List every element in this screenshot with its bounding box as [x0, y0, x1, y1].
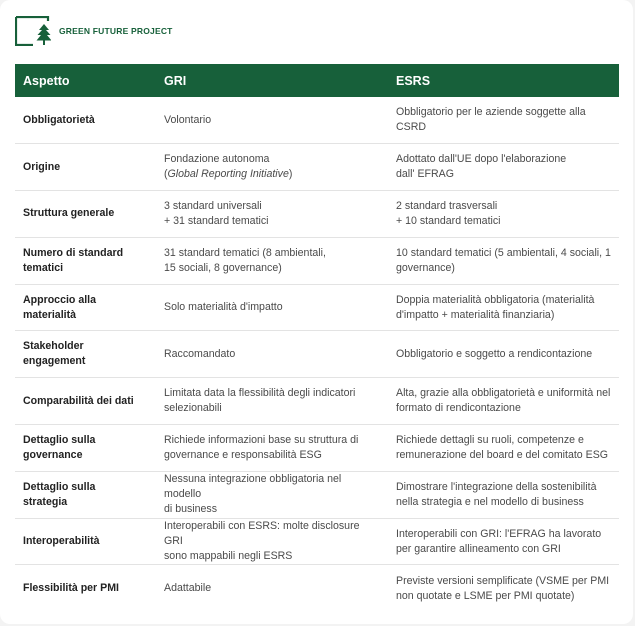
cell-aspect: Stakeholder engagement: [23, 340, 86, 368]
table-row: [15, 471, 619, 518]
cell-esrs: Obbligatorio e soggetto a rendicontazione: [396, 347, 593, 360]
cell-gri-italic: Global Reporting Initiative: [167, 168, 289, 181]
cell-esrs: Alta, grazie alla obbligatorietà e uniformità nel formato di rendicontazione: [396, 387, 611, 415]
cell-esrs: 10 standard tematici (5 ambientali, 4 sociali, 1 governance): [396, 246, 611, 274]
cell-aspect: Struttura generale: [23, 207, 115, 220]
table-row: [15, 378, 619, 425]
cell-esrs: Dimostrare l'integrazione della sostenibilità nella strategia e nel modello di business: [396, 480, 597, 508]
header-aspetto: Aspetto: [23, 73, 70, 88]
cell-aspect: Interoperabilità: [23, 535, 100, 548]
tree-logo-icon: [15, 16, 51, 46]
table-body: [15, 97, 619, 612]
table-row: [15, 97, 619, 144]
cell-gri: Interoperabili con ESRS: molte disclosure GRI sono mappabili negli ESRS: [164, 520, 360, 563]
cell-aspect: Comparabilità dei dati: [23, 394, 134, 407]
brand-logo: [15, 16, 173, 46]
comparison-table: [15, 64, 619, 612]
cell-aspect: Obbligatorietà: [23, 113, 95, 126]
cell-esrs: Adottato dall'UE dopo l'elaborazione dall' EFRAG: [396, 153, 567, 181]
cell-esrs: 2 standard trasversali + 10 standard tematici: [396, 199, 501, 227]
cell-gri-text: ): [288, 168, 293, 181]
table-row: [15, 144, 619, 191]
cell-aspect: Dettaglio sulla governance: [23, 433, 96, 461]
table-row: [15, 237, 619, 284]
cell-esrs: Richiede dettagli su ruoli, competenze e remunerazione del board e del comitato ESG: [396, 433, 608, 461]
cell-aspect: Flessibilità per PMI: [23, 582, 119, 595]
cell-gri: Volontario: [164, 113, 212, 126]
table-row: [15, 518, 619, 565]
table-row: [15, 191, 619, 238]
cell-gri: 31 standard tematici (8 ambientali, 15 sociali, 8 governance): [164, 246, 326, 274]
cell-esrs: Interoperabili con GRI: l'EFRAG ha lavorato per garantire allineamento con GRI: [396, 527, 602, 555]
cell-gri: Raccomandato: [164, 347, 236, 360]
cell-gri: Nessuna integrazione obbligatoria nel modello di business: [164, 473, 342, 516]
header-gri: GRI: [164, 73, 187, 88]
cell-gri: 3 standard universali + 31 standard tematici: [164, 199, 269, 227]
cell-gri: [156, 144, 388, 191]
table-row: [15, 565, 619, 612]
cell-esrs: Doppia materialità obbligatoria (materialità d'impatto + materialità finanziaria): [396, 293, 595, 321]
cell-aspect: Dettaglio sulla strategia: [23, 480, 96, 508]
cell-esrs: Obbligatorio per le aziende soggette alla CSRD: [396, 106, 586, 134]
cell-esrs: Previste versioni semplificate (VSME per PMI non quotate e LSME per PMI quotate): [396, 574, 610, 602]
cell-aspect: Origine: [23, 160, 61, 173]
cell-aspect: Numero di standard tematici: [23, 246, 124, 274]
cell-gri: Solo materialità d'impatto: [164, 301, 283, 314]
table-row: [15, 284, 619, 331]
cell-gri: Limitata data la flessibilità degli indicatori selezionabili: [164, 387, 356, 415]
cell-gri: Adattabile: [164, 582, 212, 595]
table-header-row: [15, 64, 619, 97]
table-row: [15, 425, 619, 472]
cell-gri: Richiede informazioni base su struttura di governance e responsabilità ESG: [164, 433, 359, 461]
cell-gri-text: Fondazione autonoma (: [164, 153, 270, 181]
cell-aspect: Approccio alla materialità: [23, 293, 96, 321]
header-esrs: ESRS: [396, 73, 431, 88]
table-row: [15, 331, 619, 378]
brand-name: GREEN FUTURE PROJECT: [59, 26, 173, 36]
